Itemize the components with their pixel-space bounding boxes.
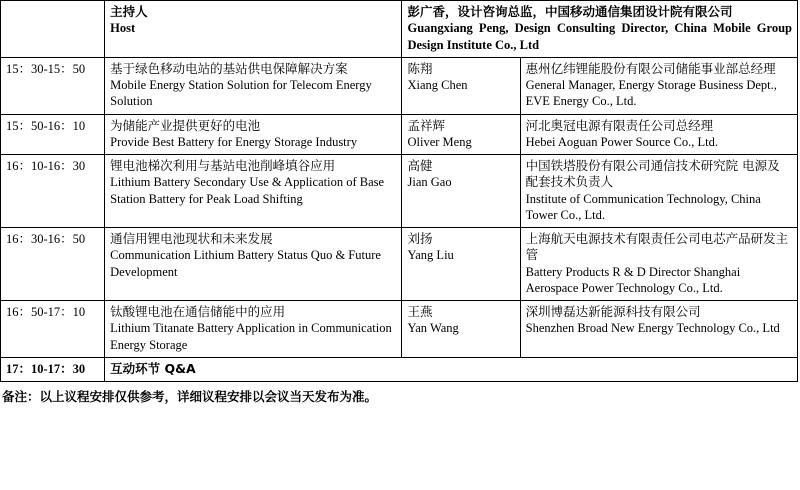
footer-note: 备注：以上议程安排仅供参考，详细议程安排以会议当天发布为准。 [2, 389, 378, 404]
table-row [1, 301, 798, 358]
table-row [1, 228, 798, 301]
row-org-cn: 深圳博磊达新能源科技有限公司 [525, 304, 701, 319]
row-speaker [402, 301, 520, 358]
row-organization [520, 301, 797, 358]
row-topic-en: Mobile Energy Station Solution for Telecom Energy Solution [110, 78, 372, 109]
row-time: 15：30-15：50 [1, 57, 105, 114]
table-row [1, 114, 798, 155]
row-topic-cn: 钛酸锂电池在通信储能中的应用 [110, 304, 286, 319]
row-organization [520, 228, 797, 301]
row-topic [105, 155, 402, 228]
row-topic-cn: 基于绿色移动电站的基站供电保障解决方案 [110, 60, 348, 76]
table-header-row [1, 1, 798, 58]
row-topic [105, 301, 402, 358]
header-host-label-en: Host [110, 21, 136, 36]
row-org-cn: 惠州亿纬锂能股份有限公司储能事业部总经理 [525, 60, 776, 76]
row-time: 15：50-16：10 [1, 114, 105, 155]
row-speaker-en: Oliver Meng [407, 134, 472, 149]
header-host-name-cn: 彭广香，设计咨询总监，中国移动通信集团设计院有限公司 [407, 4, 733, 19]
row-time: 16：30-16：50 [1, 228, 105, 301]
header-time-cell [1, 1, 105, 58]
row-org-cn: 河北奥冠电源有限责任公司总经理 [525, 117, 714, 133]
row-speaker-cn: 孟祥辉 [407, 117, 445, 133]
row-organization [520, 114, 797, 155]
row-topic-cn: 锂电池梯次利用与基站电池削峰填谷应用 [110, 158, 336, 173]
row-speaker-en: Yan Wang [407, 321, 459, 336]
row-topic [105, 114, 402, 155]
row-speaker-cn: 高健 [407, 158, 433, 173]
table-row [1, 57, 798, 114]
row-speaker [402, 228, 520, 301]
row-topic [105, 57, 402, 114]
qa-time: 17：10-17：30 [1, 357, 105, 381]
row-org-en: Hebei Aoguan Power Source Co., Ltd. [525, 134, 718, 149]
table-row [1, 155, 798, 228]
row-topic-en: Provide Best Battery for Energy Storage Industry [110, 134, 358, 149]
qa-label: 互动环节 Q&A [110, 360, 196, 376]
row-speaker [402, 57, 520, 114]
row-org-cn: 上海航天电源技术有限责任公司电芯产品研发主管 [525, 231, 789, 263]
row-organization [520, 155, 797, 228]
row-topic-en: Lithium Titanate Battery Application in Communication Energy Storage [110, 321, 392, 352]
row-topic-cn: 为储能产业提供更好的电池 [110, 117, 261, 133]
row-topic-en: Communication Lithium Battery Status Quo & Future Development [110, 248, 381, 279]
row-org-en: Institute of Communication Technology, China Tower Co., Ltd. [525, 191, 761, 222]
row-organization [520, 57, 797, 114]
row-org-en: Shenzhen Broad New Energy Technology Co., Ltd [525, 321, 780, 336]
row-speaker-en: Jian Gao [407, 175, 452, 190]
row-speaker-en: Yang Liu [407, 248, 454, 263]
header-host-name-en: Guangxiang Peng, Design Consulting Director, China Mobile Group Design Institute Co., Ltd [407, 21, 792, 52]
row-speaker-cn: 王燕 [407, 304, 433, 319]
row-topic [105, 228, 402, 301]
row-org-cn: 中国铁塔股份有限公司通信技术研究院 电源及配套技术负责人 [525, 158, 780, 190]
row-time: 16：10-16：30 [1, 155, 105, 228]
header-host-name-cell [402, 1, 798, 58]
row-speaker [402, 155, 520, 228]
row-org-en: Battery Products R & D Director Shanghai Aerospace Power Technology Co., Ltd. [525, 264, 741, 295]
header-host-cell [105, 1, 402, 58]
row-speaker [402, 114, 520, 155]
row-time: 16：50-17：10 [1, 301, 105, 358]
row-speaker-cn: 陈翔 [407, 60, 433, 76]
qa-label-cell [105, 357, 798, 381]
qa-row [1, 357, 798, 381]
row-topic-cn: 通信用锂电池现状和未来发展 [110, 231, 273, 246]
row-org-en: General Manager, Energy Storage Business Dept., EVE Energy Co., Ltd. [525, 78, 777, 109]
row-topic-en: Lithium Battery Secondary Use & Application of Base Station Battery for Peak Load Shifting [110, 175, 385, 206]
row-speaker-en: Xiang Chen [407, 78, 468, 92]
header-host-label-cn: 主持人 [110, 4, 148, 19]
row-speaker-cn: 刘扬 [407, 231, 433, 246]
